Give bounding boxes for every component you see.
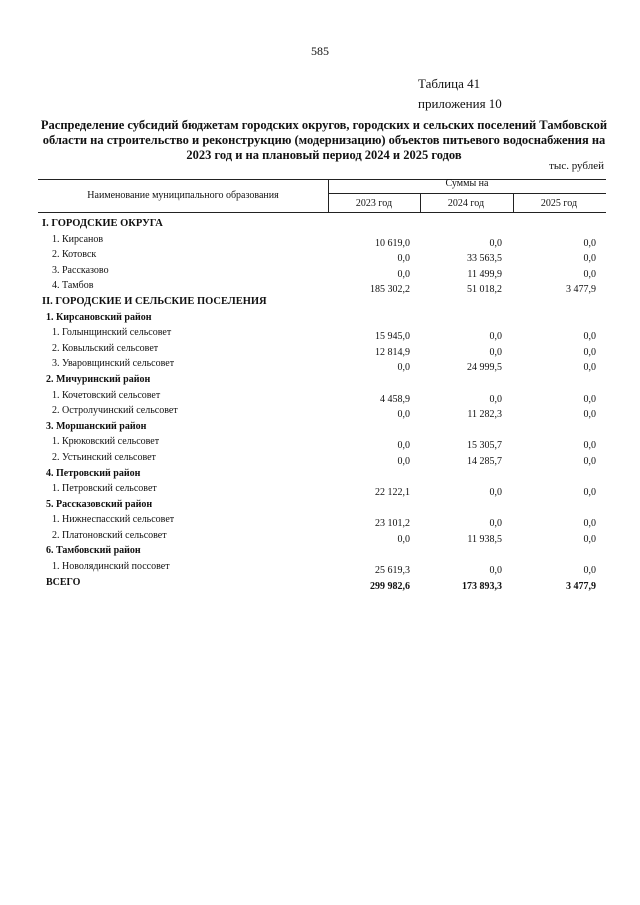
row-name: 1. Нижнеспасский сельсовет [52,514,175,526]
value-2024: 0,0 [489,565,502,577]
table-row [38,497,606,513]
table-row [38,543,606,559]
row-name: 3. Уваровщинский сельсовет [52,358,175,370]
value-2024: 11 499,9 [467,268,502,280]
value-2024: 0,0 [489,331,502,343]
table-row [38,372,606,388]
value-2023: 0,0 [397,362,410,374]
header-year-2024: 2024 год [447,198,485,209]
value-2023: 15 945,0 [375,331,410,343]
table-row [38,310,606,326]
document-title: Распределение субсидий бюджетам городских округов, городских и сельских поселений Тамбовской области на строительство и реконструкцию (модернизацию) объектов питьевого водоснабжения на 2023 год и на плановый период 2024 и 2025 годов [40,118,608,162]
table-label: Таблица 41 [418,76,481,91]
value-2024: 24 999,5 [467,362,502,374]
table-row [38,294,606,310]
row-name: 1. Кирсановский район [46,311,152,323]
row-name: 2. Котовск [52,249,97,261]
value-2025: 0,0 [583,533,596,545]
total-row [38,575,606,591]
table-row [38,263,606,279]
header-mid-rule [328,193,606,194]
row-name: 6. Тамбовский район [46,545,141,557]
header-year-2023: 2023 год [355,198,393,209]
row-name: 3. Рассказово [52,264,109,276]
value-2025: 0,0 [583,409,596,421]
row-name: 2. Устьинский сельсовет [52,451,156,463]
table-row [38,466,606,482]
value-2025: 0,0 [583,331,596,343]
value-2025: 0,0 [583,346,596,358]
row-name: 1. Кочетовский сельсовет [52,389,161,401]
row-name: ВСЕГО [46,576,81,588]
row-name: 1. Петровский сельсовет [52,483,157,495]
value-2024: 0,0 [489,346,502,358]
row-name: 2. Остролучинский сельсовет [52,405,178,417]
value-2025: 3 477,9 [566,580,596,592]
value-2023: 0,0 [397,268,410,280]
value-2024: 173 893,3 [462,580,502,592]
unit-label: тыс. рублей [549,160,604,172]
appendix-label: приложения 10 [418,96,502,111]
row-name: I. ГОРОДСКИЕ ОКРУГА [42,218,163,229]
table-row [38,450,606,466]
value-2024: 11 938,5 [467,533,502,545]
value-2024: 51 018,2 [467,284,502,296]
value-2024: 11 282,3 [467,409,502,421]
row-name: 3. Моршанский район [46,420,147,432]
value-2024: 33 563,5 [467,253,502,265]
value-2025: 0,0 [583,518,596,530]
value-2024: 14 285,7 [467,455,502,467]
value-2023: 25 619,3 [375,565,410,577]
table-row [38,216,606,232]
table-row [38,278,606,294]
row-name: II. ГОРОДСКИЕ И СЕЛЬСКИЕ ПОСЕЛЕНИЯ [42,295,267,307]
table-row [38,325,606,341]
value-2023: 0,0 [397,253,410,265]
value-2023: 23 101,2 [375,518,410,530]
value-2025: 0,0 [583,455,596,467]
row-name: 2. Мичуринский район [46,373,151,385]
table-row [38,247,606,263]
value-2025: 0,0 [583,487,596,499]
row-name: 4. Петровский район [46,467,141,479]
table-row [38,559,606,575]
table-row [38,388,606,404]
row-name: 1. Крюковский сельсовет [52,436,160,448]
value-2024: 0,0 [489,393,502,405]
value-2023: 4 458,9 [380,393,410,405]
row-name: 1. Кирсанов [52,233,104,245]
value-2023: 22 122,1 [375,487,410,499]
row-name: 1. Голынщинский сельсовет [52,327,172,339]
value-2023: 0,0 [397,409,410,421]
value-2024: 0,0 [489,237,502,249]
value-2023: 185 302,2 [370,284,410,296]
table-row [38,232,606,248]
value-2024: 0,0 [489,487,502,499]
value-2025: 0,0 [583,565,596,577]
value-2023: 0,0 [397,455,410,467]
value-2023: 299 982,6 [370,580,410,592]
value-2023: 12 814,9 [375,346,410,358]
row-name: 2. Ковыльский сельсовет [52,342,159,354]
value-2025: 0,0 [583,440,596,452]
table-row [38,356,606,372]
header-sums-cell: Суммы на [445,178,489,189]
table-body [38,216,606,590]
value-2025: 0,0 [583,393,596,405]
value-2023: 0,0 [397,533,410,545]
row-name: 4. Тамбов [52,280,94,292]
value-2023: 10 619,0 [375,237,410,249]
table-row [38,512,606,528]
value-2023: 0,0 [397,440,410,452]
value-2024: 15 305,7 [467,440,502,452]
page-number: 585 [311,44,329,58]
row-name: 1. Новолядинский поссовет [52,561,170,573]
value-2025: 0,0 [583,253,596,265]
value-2024: 0,0 [489,518,502,530]
table-row [38,481,606,497]
table-row [38,419,606,435]
value-2025: 0,0 [583,362,596,374]
table-row [38,434,606,450]
table-row [38,403,606,419]
row-name: 2. Платоновский сельсовет [52,529,167,541]
table-row [38,341,606,357]
value-2025: 0,0 [583,237,596,249]
value-2025: 0,0 [583,268,596,280]
table-row [38,528,606,544]
row-name: 5. Рассказовский район [46,498,153,510]
header-name-cell: Наименование муниципального образования [87,190,279,201]
header-year-2025: 2025 год [540,198,578,209]
header-bottom-rule [38,212,606,213]
value-2025: 3 477,9 [566,284,596,296]
